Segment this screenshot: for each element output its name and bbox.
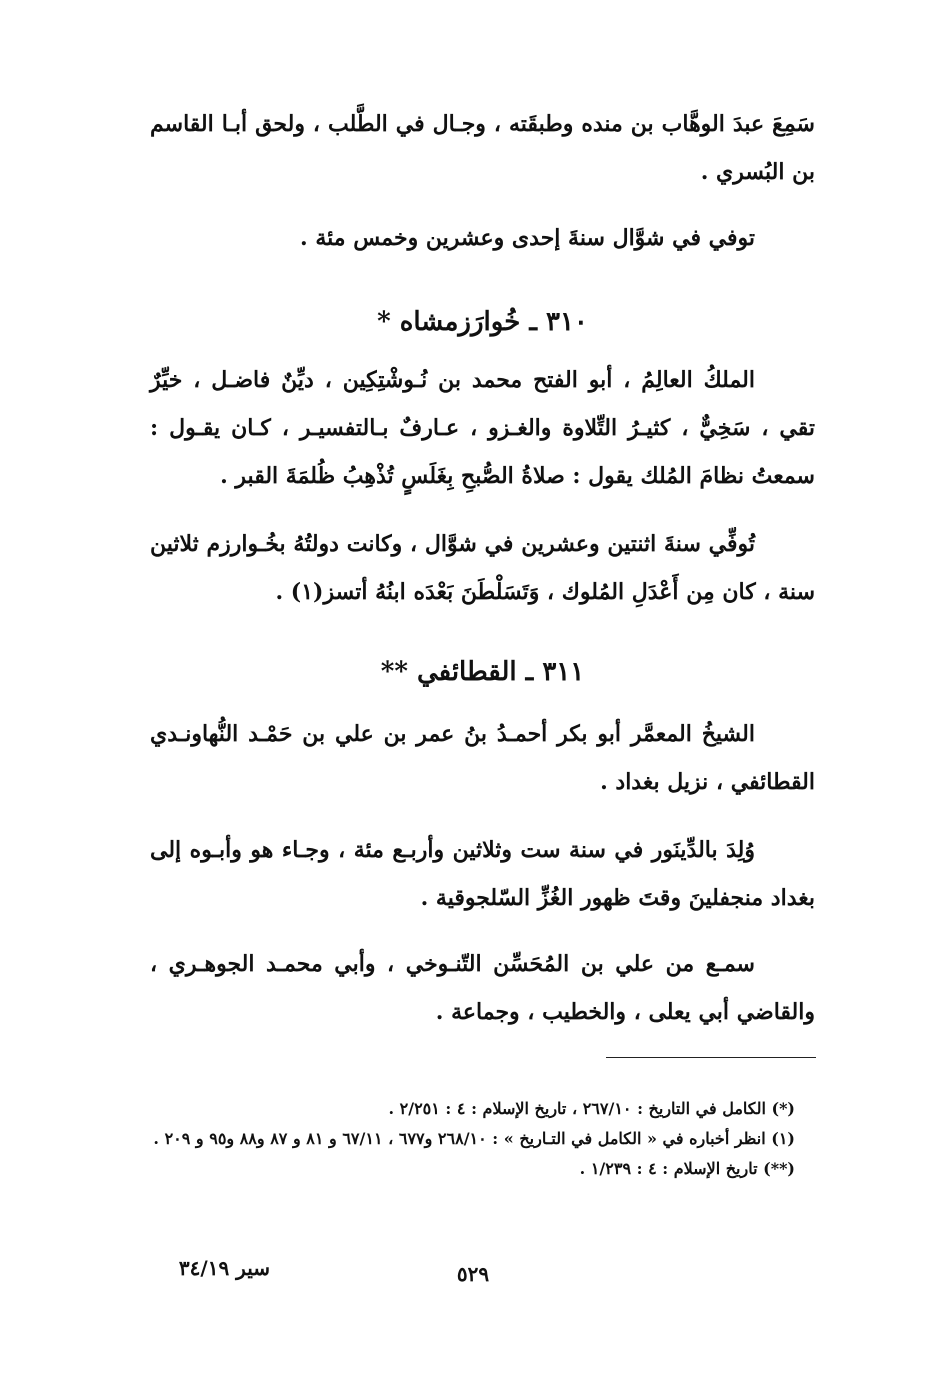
paragraph-text: الشيخُ المعمَّر أبو بكر أحمـدُ بنُ عمر بن علي بن حَمْـد النُّهاونـدي القطائفي ، نزيل بغداد . — [150, 721, 815, 795]
paragraph-text: سمـع من علي بن المُحَسِّن التّنـوخي ، وأبي محمـد الجوهـري ، والقاضي أبي يعلى ، والخطيب ، وجماعة . — [150, 951, 815, 1025]
paragraph-text: توفي في شوَّال سنةَ إحدى وعشرين وخمس مئة . — [300, 225, 755, 251]
printer-signature: سير ٣٤/١٩ — [178, 1256, 270, 1280]
entry-309-paragraph-1 — [150, 100, 815, 196]
entry-310-heading: ٣١٠ ـ خُوارَزمشاه * — [377, 307, 588, 337]
paragraph-text: تُوفِّي سنةَ اثنتين وعشرين في شوَّال ، وكانت دولتُهُ بخُـوارزم ثلاثين سنة ، كان مِن أَعْدَلِ المُلوك ، وَتَسَلْطَنَ بَعْدَه ابنُهُ أتسز(١) . — [150, 531, 815, 605]
paragraph-text: وُلِدَ بالدِّينَور في سنة ست وثلاثين وأربـع مئة ، وجـاء هو وأبـوه إلى بغداد منجفلينَ وقتَ ظهور الغُزِّ السّلجوقية . — [150, 837, 815, 911]
entry-310-paragraph-1 — [150, 356, 815, 500]
footnotes — [150, 1094, 815, 1184]
entry-309-paragraph-2 — [150, 214, 815, 262]
paragraph-text: الملكُ العالِمُ ، أبو الفتح محمد بن نُـوشْتِكِين ، ديِّنٌ فاضـل ، خيِّرٌ تقي ، سَخِيٌّ ، كثيـرُ التِّلاوة والغـزو ، عـارفٌ بـالتفسيـر ، كـان يقـول : سمعتُ نظامَ المُلك يقول : صلاةُ الصُّبحِ بِغَلَسٍ تُذْهِبُ ظُلمَةَ القبر . — [150, 367, 815, 489]
footnote-3: (**) تاريخ الإسلام : ٤ : ١/٢٣٩ . — [579, 1159, 795, 1178]
entry-311-paragraph-1 — [150, 710, 815, 806]
footnote-1: (*) الكامل في التاريخ : ٢٦٧/١٠ ، تاريخ الإسلام : ٤ : ٢/٢٥١ . — [388, 1099, 795, 1118]
footnote-divider — [606, 1057, 816, 1058]
paragraph-text: سَمِعَ عبدَ الوهَّاب بن منده وطبقَته ، وجـال في الطَّلب ، ولحق أبـا القاسم بن البُسري . — [150, 111, 815, 185]
entry-311-paragraph-3 — [150, 940, 815, 1036]
footnote-2: (١) انظر أخباره في « الكامل في التـاريخ » : ٢٦٨/١٠ و٦٧٧ ، ٦٧/١١ و ٨١ و ٨٧ و٨٨ و٩٥ و ٢٠٩ . — [153, 1129, 795, 1148]
entry-310-paragraph-2 — [150, 520, 815, 616]
entry-311-heading: ٣١١ ـ القطائفي ** — [380, 657, 585, 687]
entry-311-paragraph-2 — [150, 826, 815, 922]
page-number: ٥٢٩ — [456, 1262, 490, 1286]
